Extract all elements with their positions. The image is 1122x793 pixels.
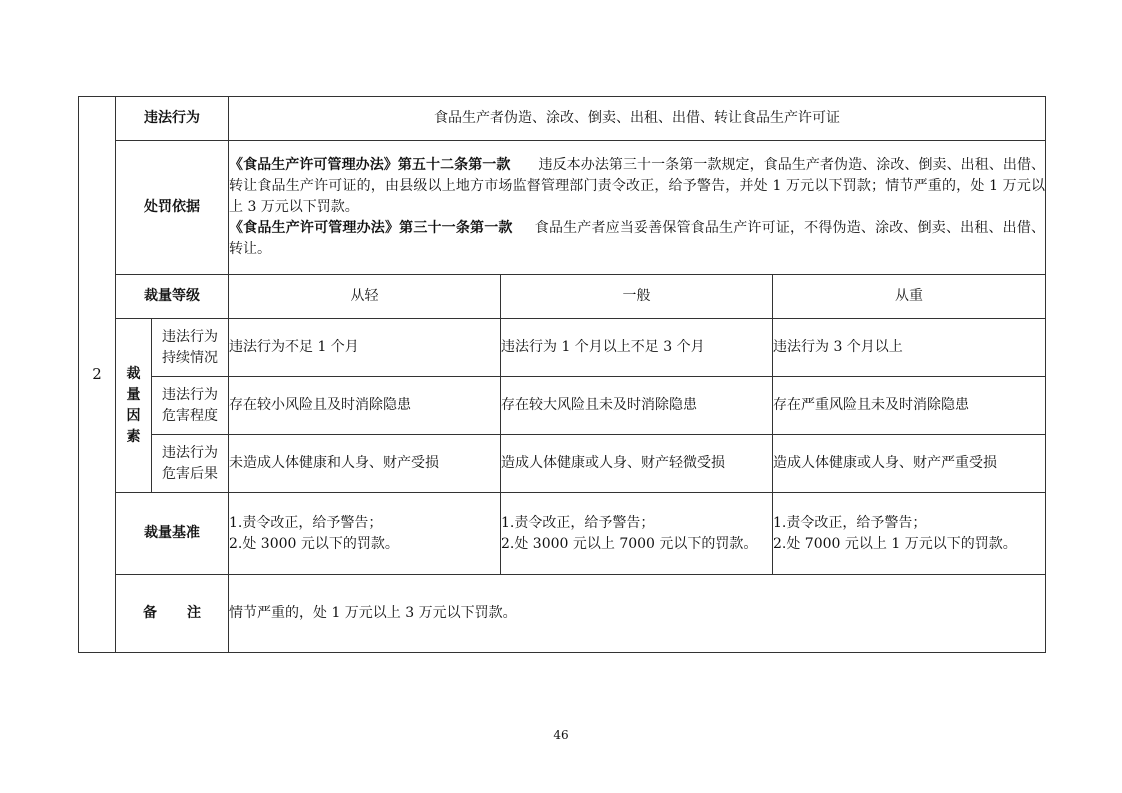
level-heavy: 从重	[773, 275, 1046, 319]
penalty-discretion-table	[78, 96, 1046, 653]
basis-row	[79, 141, 1046, 275]
basis-label: 处罚依据	[116, 141, 229, 275]
factor-name: 违法行为 危害程度	[152, 377, 229, 435]
remarks-label: 备 注	[116, 575, 229, 653]
factor-value: 存在严重风险且未及时消除隐患	[773, 377, 1046, 435]
basis-item	[229, 155, 1045, 218]
factor-value: 违法行为不足 1 个月	[229, 319, 501, 377]
levels-label: 裁量等级	[116, 275, 229, 319]
basis-ref: 《食品生产许可管理办法》第三十一条第一款	[229, 220, 513, 236]
factor-row	[79, 377, 1046, 435]
factor-value: 违法行为 1 个月以上不足 3 个月	[501, 319, 773, 377]
factor-value: 存在较小风险且及时消除隐患	[229, 377, 501, 435]
basis-content	[229, 141, 1046, 275]
violation-row	[79, 97, 1046, 141]
basis-text: 违反本办法第三十一条第一款规定，食品生产者伪造、涂改、倒卖、出租、出借、转让食品生产许可证的，由县级以上地方市场监督管理部门责令改正，给予警告，并处 1 万元以下罚款；情节严重的，处 1 万元以上 3 万元以下罚款。	[229, 157, 1046, 215]
standards-label: 裁量基准	[116, 493, 229, 575]
basis-item	[229, 218, 1045, 260]
factor-value: 存在较大风险且未及时消除隐患	[501, 377, 773, 435]
level-general: 一般	[501, 275, 773, 319]
factor-value: 造成人体健康或人身、财产严重受损	[773, 435, 1046, 493]
factor-value: 未造成人体健康和人身、财产受损	[229, 435, 501, 493]
remarks-row	[79, 575, 1046, 653]
factor-value: 违法行为 3 个月以上	[773, 319, 1046, 377]
standard-general: 1.责令改正，给予警告； 2.处 3000 元以上 7000 元以下的罚款。	[501, 493, 773, 575]
factor-row	[79, 435, 1046, 493]
factor-name: 违法行为 危害后果	[152, 435, 229, 493]
level-light: 从轻	[229, 275, 501, 319]
factor-value: 造成人体健康或人身、财产轻微受损	[501, 435, 773, 493]
page-number: 46	[553, 728, 569, 742]
factors-label: 裁 量 因 素	[116, 319, 152, 493]
remarks-value: 情节严重的，处 1 万元以上 3 万元以下罚款。	[229, 575, 1046, 653]
standard-light: 1.责令改正，给予警告； 2.处 3000 元以下的罚款。	[229, 493, 501, 575]
standard-heavy: 1.责令改正，给予警告； 2.处 7000 元以上 1 万元以下的罚款。	[773, 493, 1046, 575]
factor-name: 违法行为 持续情况	[152, 319, 229, 377]
factor-row	[79, 319, 1046, 377]
standards-row	[79, 493, 1046, 575]
basis-text: 食品生产者应当妥善保管食品生产许可证，不得伪造、涂改、倒卖、出租、出借、转让。	[229, 220, 1046, 257]
violation-label: 违法行为	[116, 97, 229, 141]
basis-ref: 《食品生产许可管理办法》第五十二条第一款	[229, 157, 511, 173]
violation-value: 食品生产者伪造、涂改、倒卖、出租、出借、转让食品生产许可证	[229, 97, 1046, 141]
row-number: 2	[79, 97, 116, 653]
levels-row	[79, 275, 1046, 319]
